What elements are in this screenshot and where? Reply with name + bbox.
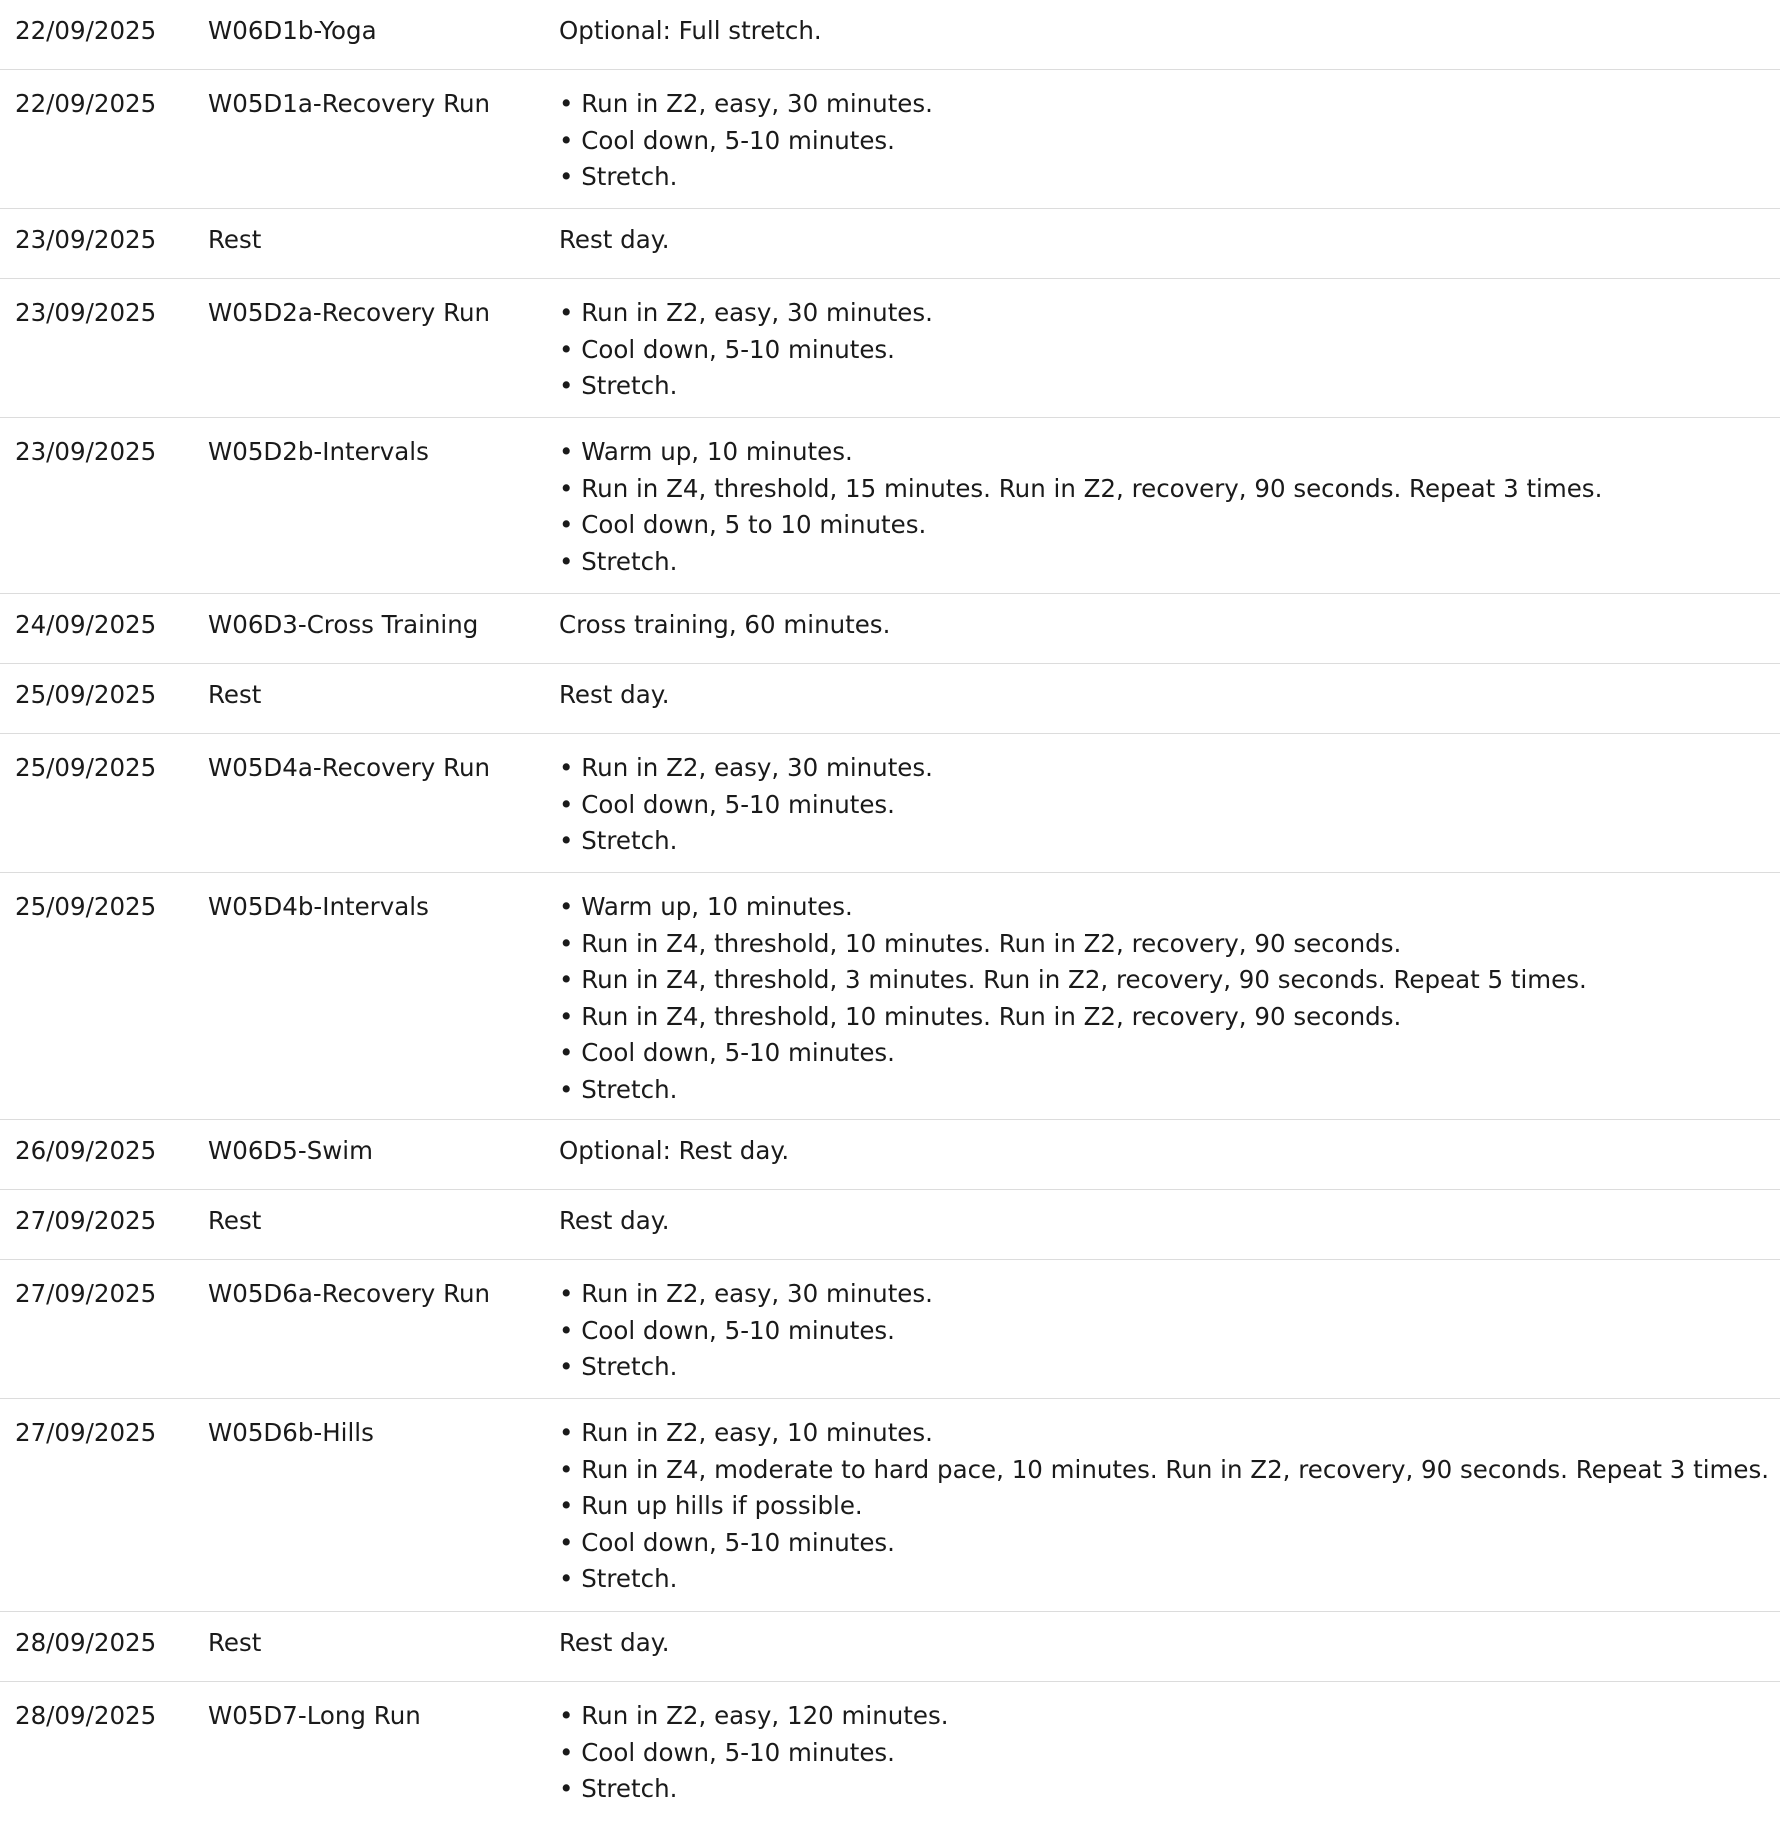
date-cell: 28/09/2025: [15, 1628, 157, 1657]
description-line: • Cool down, 5-10 minutes.: [559, 334, 895, 364]
table-row: [0, 418, 1780, 594]
workout-name-cell: Rest: [208, 680, 262, 709]
date-cell: 23/09/2025: [15, 437, 157, 466]
description-line: • Stretch.: [559, 1074, 678, 1104]
description-cell: [559, 1625, 1780, 1662]
description-line: • Run up hills if possible.: [559, 1491, 863, 1520]
description-line: • Run in Z2, easy, 30 minutes.: [559, 753, 933, 782]
description-cell: [559, 86, 1780, 196]
description-line: Rest day.: [559, 1628, 670, 1657]
description-line: • Run in Z2, easy, 120 minutes.: [559, 1701, 949, 1730]
description-line: Optional: Rest day.: [559, 1136, 790, 1165]
date-cell: 25/09/2025: [15, 892, 157, 921]
date-cell: 27/09/2025: [15, 1279, 157, 1308]
workout-name-cell: W05D1a-Recovery Run: [208, 89, 491, 118]
workout-name-cell: W05D4b-Intervals: [208, 892, 429, 921]
table-row: [0, 1399, 1780, 1612]
table-row: [0, 734, 1780, 873]
workout-name-cell: W06D5-Swim: [208, 1136, 373, 1165]
workout-name-cell: W05D6a-Recovery Run: [208, 1279, 491, 1308]
workout-name-cell: W05D2b-Intervals: [208, 437, 429, 466]
description-line: • Run in Z2, easy, 10 minutes.: [559, 1418, 933, 1447]
date-cell: 27/09/2025: [15, 1206, 157, 1235]
workout-name-cell: W06D3-Cross Training: [208, 610, 479, 639]
workout-name-cell: W05D4a-Recovery Run: [208, 753, 491, 782]
table-row: [0, 209, 1780, 279]
description-line: • Stretch.: [559, 1352, 678, 1381]
description-cell: [559, 607, 1780, 644]
description-line: Rest day.: [559, 1206, 670, 1235]
table-row: [0, 279, 1780, 418]
table-row: [0, 664, 1780, 734]
description-cell: [559, 13, 1780, 50]
date-cell: 22/09/2025: [15, 89, 157, 118]
table-row: [0, 1260, 1780, 1399]
description-line: • Cool down, 5-10 minutes.: [559, 1737, 895, 1767]
date-cell: 27/09/2025: [15, 1418, 157, 1447]
description-cell: [559, 295, 1780, 405]
workout-name-cell: Rest: [208, 225, 262, 254]
description-line: Rest day.: [559, 680, 670, 709]
description-line: • Cool down, 5-10 minutes.: [559, 1315, 895, 1345]
description-line: Optional: Full stretch.: [559, 16, 822, 45]
date-cell: 22/09/2025: [15, 16, 157, 45]
description-cell: [559, 750, 1780, 860]
workout-name-cell: W05D2a-Recovery Run: [208, 298, 491, 327]
date-cell: 23/09/2025: [15, 225, 157, 254]
workout-name-cell: Rest: [208, 1628, 262, 1657]
workout-name-cell: W05D6b-Hills: [208, 1418, 374, 1447]
date-cell: 23/09/2025: [15, 298, 157, 327]
description-line: • Cool down, 5 to 10 minutes.: [559, 510, 927, 539]
workout-name-cell: W06D1b-Yoga: [208, 16, 377, 45]
table-row: [0, 873, 1780, 1120]
description-line: • Stretch.: [559, 371, 678, 400]
description-cell: [559, 1203, 1780, 1240]
description-line: • Run in Z2, easy, 30 minutes.: [559, 1279, 933, 1308]
description-line: • Stretch.: [559, 546, 678, 576]
description-line: • Warm up, 10 minutes.: [559, 892, 853, 921]
description-line: • Run in Z4, threshold, 15 minutes. Run in Z2, recovery, 90 seconds. Repeat 3 times.: [559, 473, 1603, 503]
description-line: • Run in Z4, threshold, 10 minutes. Run in Z2, recovery, 90 seconds.: [559, 1001, 1402, 1031]
description-cell: [559, 1698, 1780, 1808]
description-cell: [559, 222, 1780, 259]
workout-name-cell: Rest: [208, 1206, 262, 1235]
description-cell: [559, 1276, 1780, 1386]
description-line: • Run in Z2, easy, 30 minutes.: [559, 89, 933, 118]
date-cell: 24/09/2025: [15, 610, 157, 639]
date-cell: 25/09/2025: [15, 680, 157, 709]
description-line: • Run in Z4, threshold, 3 minutes. Run in Z2, recovery, 90 seconds. Repeat 5 times.: [559, 965, 1587, 994]
date-cell: 25/09/2025: [15, 753, 157, 782]
description-cell: [559, 677, 1780, 714]
date-cell: 26/09/2025: [15, 1136, 157, 1165]
date-cell: 28/09/2025: [15, 1701, 157, 1730]
workout-name-cell: W05D7-Long Run: [208, 1701, 421, 1730]
description-cell: [559, 889, 1780, 1108]
description-cell: [559, 1415, 1780, 1598]
description-line: • Run in Z4, threshold, 10 minutes. Run in Z2, recovery, 90 seconds.: [559, 928, 1402, 958]
description-line: • Cool down, 5-10 minutes.: [559, 789, 895, 819]
description-line: • Cool down, 5-10 minutes.: [559, 1527, 895, 1557]
description-line: • Stretch.: [559, 1564, 678, 1593]
description-cell: [559, 434, 1780, 580]
description-line: Cross training, 60 minutes.: [559, 610, 891, 639]
description-line: • Warm up, 10 minutes.: [559, 437, 853, 466]
description-line: • Cool down, 5-10 minutes.: [559, 125, 895, 155]
description-line: • Cool down, 5-10 minutes.: [559, 1038, 895, 1067]
description-line: • Stretch.: [559, 162, 678, 191]
description-line: • Run in Z4, moderate to hard pace, 10 minutes. Run in Z2, recovery, 90 seconds. Repeat 3 times.: [559, 1454, 1770, 1484]
table-row: [0, 594, 1780, 664]
table-row: [0, 0, 1780, 70]
description-line: Rest day.: [559, 225, 670, 254]
table-row: [0, 1612, 1780, 1682]
description-line: • Stretch.: [559, 1774, 678, 1803]
description-line: • Stretch.: [559, 826, 678, 855]
description-line: • Run in Z2, easy, 30 minutes.: [559, 298, 933, 327]
description-cell: [559, 1133, 1780, 1170]
table-row: [0, 1120, 1780, 1190]
table-row: [0, 70, 1780, 209]
table-row: [0, 1190, 1780, 1260]
table-row: [0, 1682, 1780, 1821]
